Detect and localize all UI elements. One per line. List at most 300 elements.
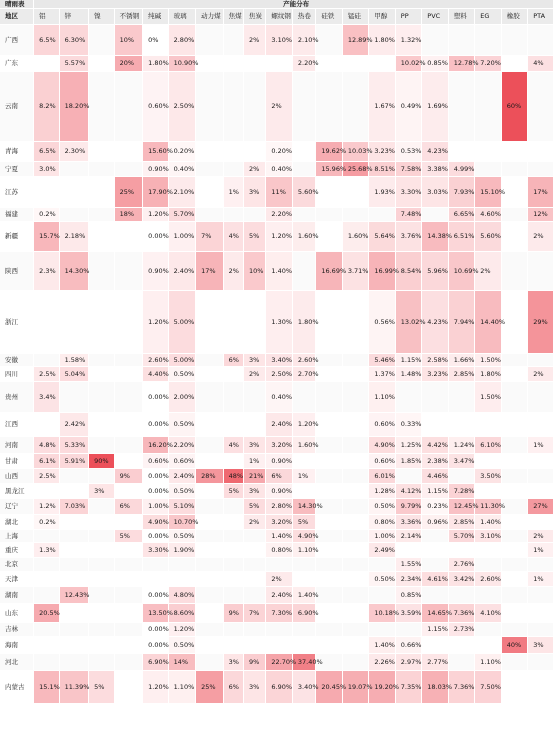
value-cell: 0.40% [266,162,292,177]
value-cell [34,413,59,437]
value-cell: 10% [114,25,143,56]
value-cell: 1.40% [266,530,292,543]
value-cell: 1.10% [168,671,196,704]
value-cell: 3.76% [395,222,421,252]
value-cell [89,252,114,291]
value-cell [244,413,266,437]
value-cell [196,484,224,499]
column-header[interactable]: 硅铁 [316,9,342,25]
value-cell [316,367,342,382]
value-cell [143,558,168,572]
table-row [0,654,554,671]
value-cell [501,572,527,587]
column-header[interactable]: 焦煤 [223,9,243,25]
value-cell [223,367,243,382]
value-cell [369,623,395,637]
value-cell: 3% [244,484,266,499]
column-header[interactable]: 纯碱 [143,9,168,25]
value-cell: 1.40% [369,637,395,654]
value-cell: 0.23% [422,499,448,515]
value-cell: 9% [223,604,243,623]
value-cell [89,25,114,56]
value-cell: 4.80% [168,587,196,604]
value-cell [501,142,527,162]
region-cell: 陕西 [0,252,34,291]
value-cell [196,637,224,654]
region-cell: 江苏 [0,177,34,208]
value-cell [316,72,342,142]
value-cell: 2% [244,515,266,530]
value-cell [59,572,89,587]
value-cell [316,25,342,56]
value-cell [59,484,89,499]
value-cell [59,515,89,530]
value-cell [114,654,143,671]
value-cell [196,437,224,454]
table-row [0,252,554,291]
value-cell: 1.40% [266,252,292,291]
value-cell: 4.23% [422,291,448,354]
value-cell: 0% [143,25,168,56]
value-cell [292,484,315,499]
value-cell: 4.12% [395,484,421,499]
value-cell: 0.66% [395,637,421,654]
value-cell: 5.60% [475,222,501,252]
value-cell [89,208,114,222]
value-cell [448,413,474,437]
value-cell: 1.66% [448,354,474,367]
column-header[interactable]: 热卷 [292,9,315,25]
value-cell [244,558,266,572]
value-cell: 7.36% [448,671,474,704]
value-cell: 1.30% [266,291,292,354]
value-cell: 1.15% [422,484,448,499]
value-cell: 2.73% [448,623,474,637]
value-cell: 2.3% [34,252,59,291]
value-cell: 19.20% [369,671,395,704]
value-cell [475,162,501,177]
column-header[interactable]: 不锈钢 [114,9,143,25]
value-cell [448,142,474,162]
value-cell: 17% [196,252,224,291]
value-cell: 0.00% [143,637,168,654]
value-cell: 2.70% [292,367,315,382]
value-cell [223,623,243,637]
region-cell: 天津 [0,572,34,587]
region-cell: 宁夏 [0,162,34,177]
region-cell: 河北 [0,654,34,671]
table-row [0,162,554,177]
value-cell [501,162,527,177]
value-cell: 22.70% [266,654,292,671]
value-cell [501,623,527,637]
value-cell: 5% [114,530,143,543]
value-cell: 13.50% [143,604,168,623]
value-cell: 1.48% [395,367,421,382]
value-cell: 0.00% [143,469,168,484]
value-cell [316,623,342,637]
value-cell [59,469,89,484]
value-cell [292,252,315,291]
value-cell: 1.20% [143,291,168,354]
value-cell: 1.80% [369,25,395,56]
value-cell [475,72,501,142]
value-cell [422,543,448,558]
value-cell: 19.62% [316,142,342,162]
value-cell [342,367,368,382]
value-cell [292,142,315,162]
value-cell [395,543,421,558]
region-cell: 甘肃 [0,454,34,469]
value-cell: 0.85% [422,56,448,72]
value-cell: 3.47% [448,454,474,469]
value-cell [475,142,501,162]
value-cell [342,382,368,413]
column-header[interactable]: 塑料 [448,9,474,25]
value-cell [266,637,292,654]
value-cell: 11.30% [475,499,501,515]
value-cell [475,484,501,499]
value-cell: 15.1% [34,671,59,704]
value-cell [114,623,143,637]
value-cell [196,208,224,222]
table-row [0,515,554,530]
value-cell [342,291,368,354]
value-cell [501,654,527,671]
value-cell [422,558,448,572]
value-cell: 2.5% [34,469,59,484]
column-header[interactable]: 镍 [89,9,114,25]
column-header[interactable]: 动力煤 [196,9,224,25]
value-cell: 3% [89,484,114,499]
value-cell: 16.69% [316,252,342,291]
value-cell [223,162,243,177]
value-cell [223,572,243,587]
value-cell: 0.80% [369,515,395,530]
value-cell [316,222,342,252]
region-cell: 上海 [0,530,34,543]
value-cell: 7.35% [395,671,421,704]
value-cell [292,454,315,469]
value-cell [528,382,554,413]
value-cell [89,543,114,558]
value-cell: 29% [528,291,554,354]
value-cell [196,587,224,604]
value-cell: 8.2% [34,72,59,142]
value-cell: 3.4% [34,382,59,413]
value-cell [528,469,554,484]
value-cell [342,499,368,515]
table-row [0,25,554,56]
value-cell: 4.10% [475,604,501,623]
value-cell [59,543,89,558]
column-header[interactable]: 甲醇 [369,9,395,25]
value-cell [89,367,114,382]
value-cell: 2.60% [292,354,315,367]
value-cell: 0.50% [168,484,196,499]
value-cell: 2.40% [266,413,292,437]
value-cell: 0.90% [143,252,168,291]
region-cell: 山东 [0,604,34,623]
table-row [0,382,554,413]
value-cell: 8.54% [395,252,421,291]
value-cell [196,604,224,623]
value-cell: 0.60% [369,454,395,469]
region-column-header: 地区 [0,9,34,25]
value-cell [342,587,368,604]
value-cell: 6.90% [292,604,315,623]
value-cell: 1.10% [475,654,501,671]
value-cell [422,25,448,56]
value-cell [196,515,224,530]
value-cell: 3% [244,177,266,208]
value-cell [475,25,501,56]
table-row [0,291,554,354]
value-cell: 4.23% [422,142,448,162]
value-cell [89,162,114,177]
value-cell [223,637,243,654]
value-cell [422,382,448,413]
value-cell [501,367,527,382]
value-cell: 37.40% [292,654,315,671]
value-cell: 14.38% [422,222,448,252]
value-cell [34,637,59,654]
value-cell: 5.70% [448,530,474,543]
value-cell: 3.10% [475,530,501,543]
value-cell: 2.60% [143,354,168,367]
value-cell: 16.99% [369,252,395,291]
value-cell: 5.91% [59,454,89,469]
value-cell [196,354,224,367]
value-cell [89,499,114,515]
value-cell [244,530,266,543]
value-cell: 4% [223,222,243,252]
value-cell [89,413,114,437]
value-cell: 0.00% [143,382,168,413]
value-cell: 2.38% [422,454,448,469]
value-cell [528,25,554,56]
column-header[interactable]: 螺纹钢 [266,9,292,25]
value-cell: 13.02% [395,291,421,354]
value-cell [342,354,368,367]
value-cell: 1.80% [143,56,168,72]
value-cell: 2.00% [168,382,196,413]
value-cell [223,530,243,543]
value-cell [342,654,368,671]
value-cell: 2.77% [422,654,448,671]
value-cell: 5.00% [168,354,196,367]
value-cell: 0.60% [143,72,168,142]
value-cell [196,162,224,177]
value-cell [501,530,527,543]
value-cell [196,382,224,413]
value-cell [501,437,527,454]
value-cell [196,499,224,515]
value-cell [223,208,243,222]
value-cell [34,558,59,572]
value-cell [528,604,554,623]
value-cell [342,637,368,654]
value-cell [196,530,224,543]
value-cell [342,177,368,208]
value-cell: 0.33% [395,413,421,437]
value-cell: 7% [244,604,266,623]
region-cell: 山西 [0,469,34,484]
value-cell [114,604,143,623]
value-cell [501,56,527,72]
value-cell: 2.30% [59,142,89,162]
value-cell: 7.36% [448,604,474,623]
value-cell: 0.60% [143,454,168,469]
value-cell: 5.10% [168,499,196,515]
value-cell: 3.23% [369,142,395,162]
value-cell: 12.45% [448,499,474,515]
region-cell: 广东 [0,56,34,72]
value-cell [114,543,143,558]
value-cell: 2% [266,72,292,142]
value-cell: 4.60% [475,208,501,222]
value-cell: 10.69% [448,252,474,291]
value-cell: 2.40% [168,252,196,291]
value-cell [168,558,196,572]
table-title: 产能分布 [34,0,554,9]
value-cell [448,72,474,142]
value-cell [244,142,266,162]
value-cell: 2% [244,162,266,177]
column-header[interactable]: PVC [422,9,448,25]
table-row [0,543,554,558]
region-cell: 安徽 [0,354,34,367]
value-cell: 6.10% [475,437,501,454]
table-row [0,142,554,162]
value-cell [114,484,143,499]
value-cell: 20% [114,56,143,72]
value-cell: 7.50% [475,671,501,704]
value-cell [292,162,315,177]
value-cell: 0.50% [168,367,196,382]
value-cell [292,208,315,222]
value-cell: 25% [196,671,224,704]
value-cell [316,637,342,654]
value-cell: 9% [244,654,266,671]
value-cell: 0.20% [266,142,292,162]
value-cell: 2.20% [266,208,292,222]
value-cell: 25% [114,177,143,208]
value-cell: 3.36% [395,515,421,530]
column-header[interactable]: PTA [528,9,554,25]
value-cell [244,382,266,413]
value-cell [196,72,224,142]
value-cell [501,177,527,208]
value-cell: 0.00% [143,413,168,437]
value-cell [34,654,59,671]
value-cell: 1.15% [395,354,421,367]
value-cell [196,291,224,354]
value-cell: 0.50% [168,413,196,437]
value-cell: 1.20% [292,413,315,437]
value-cell: 14.30% [292,499,315,515]
value-cell: 1.10% [292,543,315,558]
column-header[interactable]: 锌 [59,9,89,25]
region-cell: 江西 [0,413,34,437]
value-cell: 5.64% [369,222,395,252]
value-cell: 9.79% [395,499,421,515]
value-cell: 5% [89,671,114,704]
value-cell [342,515,368,530]
value-cell: 2.20% [292,56,315,72]
value-cell [114,252,143,291]
value-cell [342,530,368,543]
region-cell: 辽宁 [0,499,34,515]
value-cell: 1.25% [395,437,421,454]
value-cell: 1% [292,469,315,484]
value-cell [316,587,342,604]
value-cell [223,413,243,437]
value-cell: 2% [528,222,554,252]
value-cell: 15.60% [143,142,168,162]
value-cell [501,354,527,367]
value-cell: 17.90% [143,177,168,208]
value-cell: 4.42% [422,437,448,454]
value-cell: 11.39% [59,671,89,704]
value-cell [114,72,143,142]
value-cell [475,558,501,572]
column-header[interactable]: 橡胶 [501,9,527,25]
value-cell: 3.59% [395,604,421,623]
column-header[interactable]: 锰硅 [342,9,368,25]
column-header[interactable]: 玻璃 [168,9,196,25]
value-cell: 48% [223,469,243,484]
value-cell: 7.93% [448,177,474,208]
table-row [0,530,554,543]
value-cell [266,56,292,72]
value-cell: 1.40% [292,587,315,604]
column-header[interactable]: EG [475,9,501,25]
value-cell: 1% [528,437,554,454]
value-cell [316,543,342,558]
value-cell [114,162,143,177]
column-header[interactable]: PP [395,9,421,25]
value-cell: 2.50% [168,72,196,142]
value-cell: 3.40% [292,671,315,704]
value-cell: 0.90% [266,484,292,499]
value-cell [342,413,368,437]
value-cell: 11% [266,177,292,208]
value-cell: 3.30% [395,177,421,208]
value-cell: 5% [223,484,243,499]
value-cell [34,587,59,604]
value-cell: 90% [89,454,114,469]
region-cell: 吉林 [0,623,34,637]
value-cell: 6% [223,354,243,367]
value-cell [342,208,368,222]
value-cell [196,142,224,162]
region-cell: 重庆 [0,543,34,558]
value-cell: 6.5% [34,25,59,56]
value-cell [196,558,224,572]
value-cell: 2% [266,572,292,587]
value-cell [34,484,59,499]
value-cell [244,623,266,637]
value-cell: 1.40% [475,515,501,530]
column-header[interactable]: 铝 [34,9,59,25]
value-cell: 15.10% [475,177,501,208]
value-cell: 2.10% [292,25,315,56]
column-header[interactable]: 焦炭 [244,9,266,25]
value-cell: 7.20% [475,56,501,72]
value-cell [501,587,527,604]
value-cell [114,671,143,704]
